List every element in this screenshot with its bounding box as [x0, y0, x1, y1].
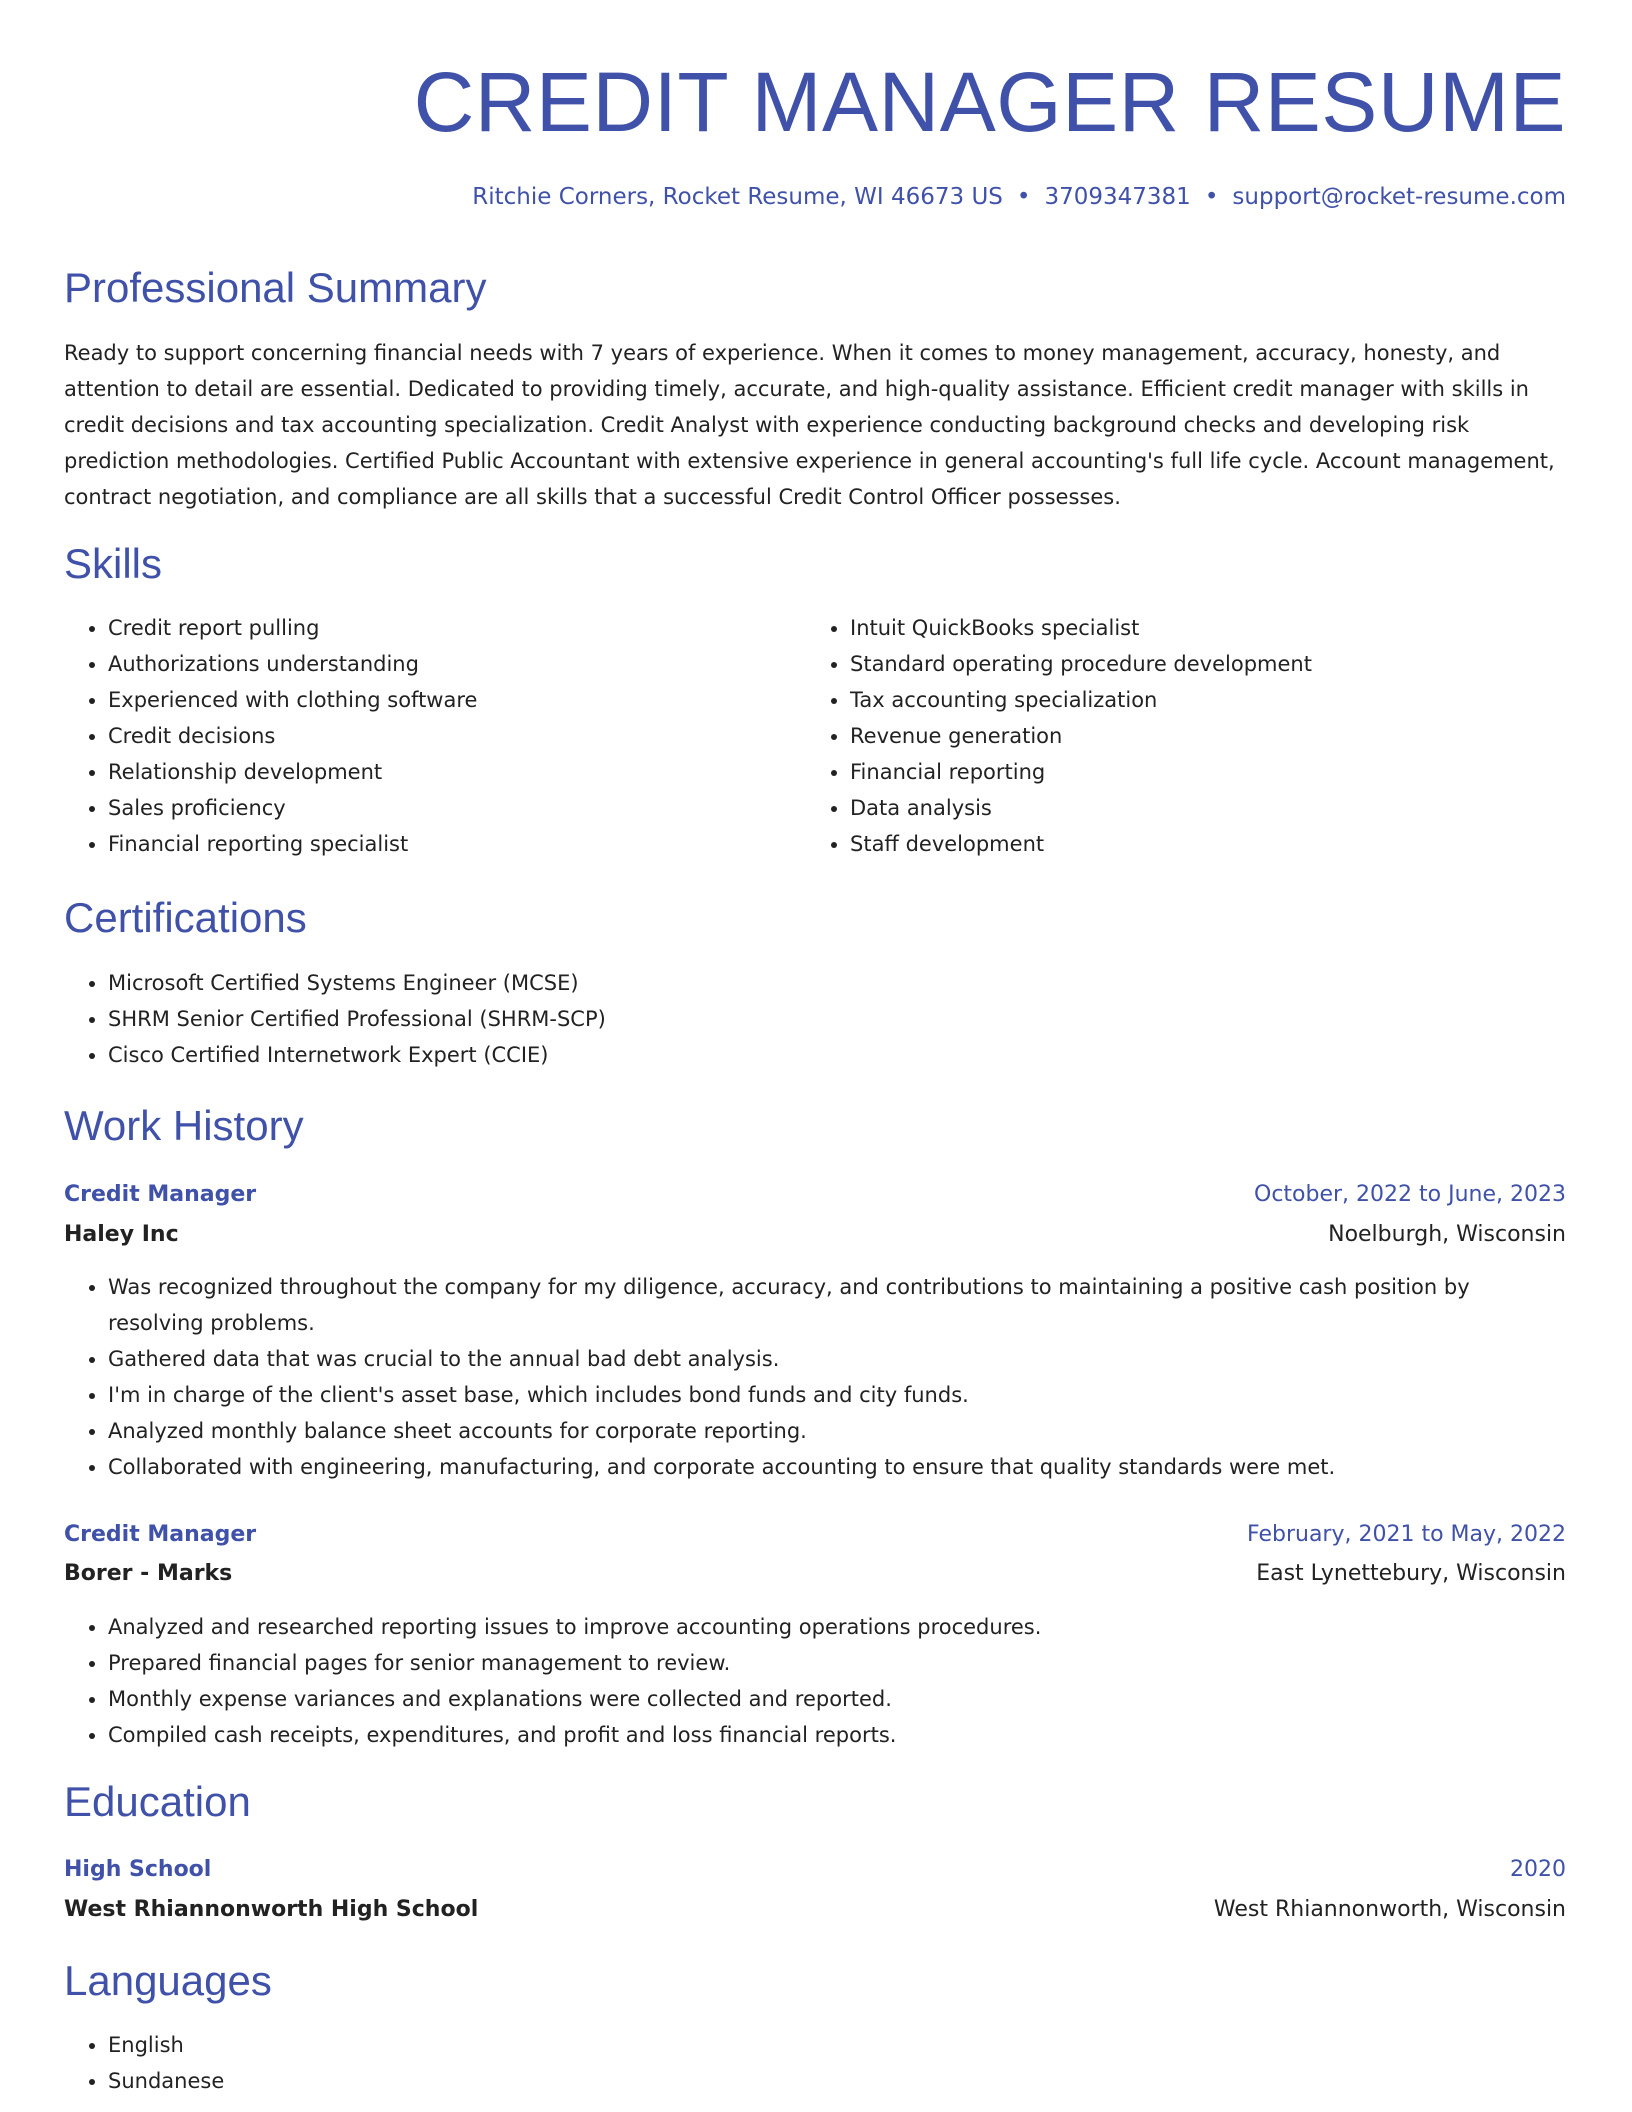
language-item: • Sundanese	[108, 2063, 1566, 2099]
job-bullet: • Collaborated with engineering, manufacturing, and corporate accounting to ensure that quality standards were met.	[108, 1449, 1566, 1485]
certification-item: • Microsoft Certified Systems Engineer (MCSE)	[108, 965, 1566, 1001]
skill-item: • Sales proficiency	[108, 790, 798, 826]
job-title: Credit Manager	[64, 1522, 257, 1547]
job-dates: October, 2022 to June, 2023	[1254, 1182, 1566, 1207]
contact-phone: 3709347381	[1044, 184, 1191, 210]
skill-item: • Standard operating procedure development	[850, 646, 1590, 682]
skills-list-right	[806, 610, 1590, 862]
job-bullet: • Gathered data that was crucial to the annual bad debt analysis.	[108, 1341, 1566, 1377]
job-employer: Haley Inc	[64, 1222, 179, 1247]
skill-item: • Financial reporting specialist	[108, 826, 798, 862]
languages-heading: Languages	[64, 1957, 272, 2004]
summary-text: Ready to support concerning financial needs with 7 years of experience. When it comes to money management, accuracy, honesty, and attention to detail are essential. Dedicated to providing timely, accurate, and high-quality assistance. Efficient credit manager with skills in credit decisions and tax accounting specialization. Credit Analyst with experience conducting background checks and developing risk prediction methodologies. Certified Public Accountant with extensive experience in general accounting's full life cycle. Account management, contract negotiation, and compliance are all skills that a successful Credit Control Officer possesses.	[64, 341, 1555, 509]
job-dates: February, 2021 to May, 2022	[1247, 1522, 1566, 1547]
education-location: West Rhiannonworth, Wisconsin	[1213, 1897, 1566, 1922]
job-employer-row	[64, 1556, 1566, 1592]
language-item: • English	[108, 2027, 1566, 2063]
education-header-row	[64, 1852, 1566, 1888]
education-school: West Rhiannonworth High School	[64, 1897, 479, 1922]
job-location: East Lynettebury, Wisconsin	[1256, 1561, 1566, 1586]
job-bullet: • I'm in charge of the client's asset base, which includes bond funds and city funds.	[108, 1377, 1566, 1413]
contact-address: Ritchie Corners, Rocket Resume, WI 46673 US	[472, 184, 1003, 210]
job-header-row	[64, 1517, 1566, 1553]
education-degree: High School	[64, 1857, 212, 1882]
job-employer: Borer - Marks	[64, 1561, 233, 1586]
skill-item: • Data analysis	[850, 790, 1590, 826]
certification-item: • SHRM Senior Certified Professional (SHRM-SCP)	[108, 1001, 1566, 1037]
skill-item: • Tax accounting specialization	[850, 682, 1590, 718]
certification-item: • Cisco Certified Internetwork Expert (CCIE)	[108, 1037, 1566, 1073]
job-bullet: • Was recognized throughout the company for my diligence, accuracy, and contributions to maintaining a positive cash position by resolving problems.	[108, 1269, 1566, 1341]
contact-separator: •	[1204, 184, 1219, 210]
skills-list-left	[64, 610, 798, 862]
skill-item: • Intuit QuickBooks specialist	[850, 610, 1590, 646]
certifications-heading: Certifications	[64, 894, 307, 941]
skill-item: • Credit report pulling	[108, 610, 798, 646]
skills-heading: Skills	[64, 540, 163, 587]
job-bullet: • Analyzed monthly balance sheet accounts for corporate reporting.	[108, 1413, 1566, 1449]
job-title: Credit Manager	[64, 1182, 257, 1207]
skill-item: • Relationship development	[108, 754, 798, 790]
skill-item: • Authorizations understanding	[108, 646, 798, 682]
job-location: Noelburgh, Wisconsin	[1328, 1222, 1566, 1247]
work-history-heading: Work History	[64, 1102, 304, 1149]
skill-item: • Financial reporting	[850, 754, 1590, 790]
job-header-row	[64, 1177, 1566, 1213]
job-bullets	[64, 1609, 1566, 1753]
job-bullet: • Compiled cash receipts, expenditures, and profit and loss financial reports.	[108, 1717, 1566, 1753]
education-school-row	[64, 1892, 1566, 1928]
skill-item: • Experienced with clothing software	[108, 682, 798, 718]
education-heading: Education	[64, 1778, 251, 1825]
resume-title: CREDIT MANAGER RESUME	[413, 55, 1566, 149]
job-bullets	[64, 1269, 1566, 1485]
job-employer-row	[64, 1217, 1566, 1253]
job-bullet: • Analyzed and researched reporting issues to improve accounting operations procedures.	[108, 1609, 1566, 1645]
contact-separator: •	[1016, 184, 1031, 210]
certifications-list	[64, 965, 1566, 1073]
contact-email[interactable]: support@rocket-resume.com	[1232, 184, 1566, 210]
contact-line	[472, 180, 1566, 214]
education-year: 2020	[1510, 1857, 1566, 1882]
skill-item: • Credit decisions	[108, 718, 798, 754]
job-bullet: • Prepared financial pages for senior management to review.	[108, 1645, 1566, 1681]
skill-item: • Revenue generation	[850, 718, 1590, 754]
job-bullet: • Monthly expense variances and explanations were collected and reported.	[108, 1681, 1566, 1717]
languages-list	[64, 2027, 1566, 2099]
skill-item: • Staff development	[850, 826, 1590, 862]
summary-heading: Professional Summary	[64, 264, 487, 311]
